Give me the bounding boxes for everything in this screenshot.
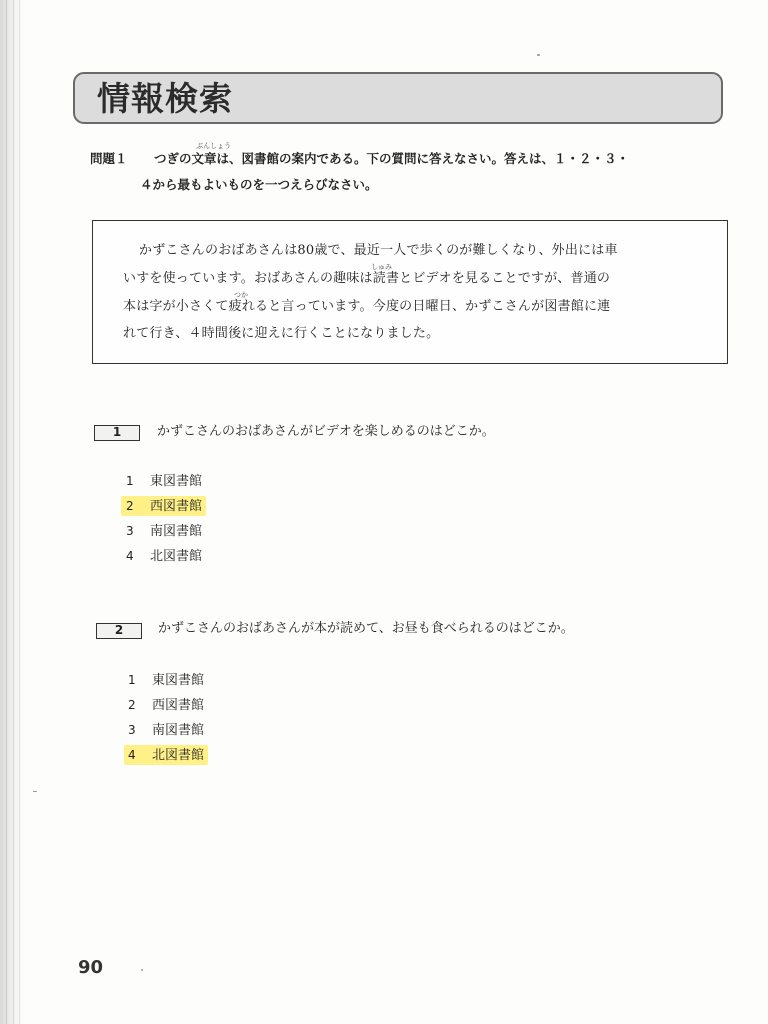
question-2-text: かずこさんのおばあさんが本が読めて、お昼も食べられるのはどこか。 bbox=[158, 621, 574, 636]
furigana-shumi: しゅみ bbox=[371, 263, 392, 271]
choice-label: 西図書館 bbox=[150, 499, 203, 514]
choice-number: 3 bbox=[126, 524, 134, 538]
choice-number: 1 bbox=[126, 474, 134, 488]
passage-line-1: かずこさんのおばあさんは80歳で、最近一人で歩くのが難しくなり、外出には車 bbox=[139, 243, 618, 258]
choice-label: 北図書館 bbox=[152, 748, 205, 763]
page-number: 90 bbox=[78, 957, 104, 978]
choice-number: 2 bbox=[128, 698, 136, 712]
question-number-box: 2 bbox=[96, 623, 142, 639]
question-1-choice-1[interactable] bbox=[126, 471, 202, 491]
scan-speck bbox=[537, 54, 540, 56]
choice-number: 4 bbox=[126, 549, 134, 563]
question-number-box: 1 bbox=[94, 425, 140, 441]
question-2-choice-2[interactable] bbox=[128, 695, 204, 715]
problem-label: 問題１ bbox=[90, 151, 128, 166]
choice-number: 3 bbox=[128, 723, 136, 737]
question-2-choice-4-highlighted[interactable] bbox=[124, 745, 208, 765]
page-binding-shadow bbox=[0, 0, 24, 1024]
choice-label: 南図書館 bbox=[152, 723, 205, 738]
binding-line bbox=[19, 0, 20, 1024]
scan-speck bbox=[33, 791, 37, 792]
passage-line-4: れて行き、４時間後に迎えに行くことになりました。 bbox=[123, 326, 440, 341]
passage-line-3: 本は字が小さくて疲れると言っています。今度の日曜日、かずこさんが図書館に連 bbox=[123, 299, 611, 314]
choice-label: 南図書館 bbox=[150, 524, 203, 539]
reading-passage-box bbox=[92, 220, 728, 364]
choice-number: 4 bbox=[128, 748, 136, 762]
passage-line-2: いすを使っています。おばあさんの趣味は読書とビデオを見ることですが、普通の bbox=[123, 271, 611, 286]
choice-label: 西図書館 bbox=[152, 698, 205, 713]
section-title-bar bbox=[73, 72, 723, 124]
choice-label: 東図書館 bbox=[152, 673, 205, 688]
question-2-choice-1[interactable] bbox=[128, 670, 204, 690]
question-1-choice-4[interactable] bbox=[126, 546, 202, 566]
furigana-tsuka: つか bbox=[234, 291, 248, 299]
scan-speck bbox=[141, 969, 143, 971]
question-2-choice-3[interactable] bbox=[128, 720, 204, 740]
binding-line bbox=[13, 0, 14, 1024]
section-title: 情報検索 bbox=[97, 79, 233, 118]
problem-instruction-line-2: ４から最もよいものを一つえらびなさい。 bbox=[140, 177, 378, 192]
question-1-text: かずこさんのおばあさんがビデオを楽しめるのはどこか。 bbox=[157, 424, 495, 439]
choice-label: 北図書館 bbox=[150, 549, 203, 564]
choice-number: 1 bbox=[128, 673, 136, 687]
problem-instruction-line-1: つぎの文章は、図書館の案内である。下の質問に答えなさい。答えは、１・２・３・ bbox=[154, 151, 630, 166]
question-1-choice-3[interactable] bbox=[126, 521, 202, 541]
question-1-choice-2-highlighted[interactable] bbox=[121, 496, 206, 516]
choice-number: 2 bbox=[126, 499, 134, 513]
binding-line bbox=[6, 0, 7, 1024]
furigana-bunsho: ぶんしょう bbox=[196, 142, 231, 150]
choice-label: 東図書館 bbox=[150, 474, 203, 489]
